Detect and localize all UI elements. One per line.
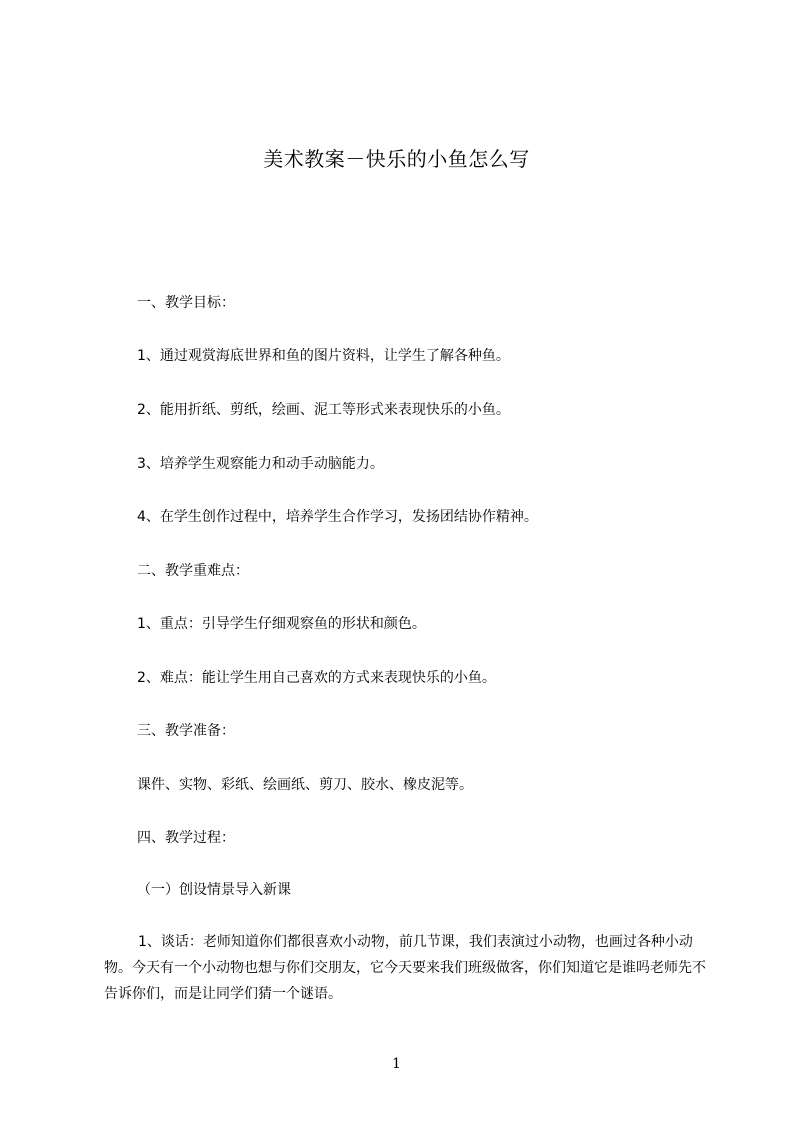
goal-item-1: 1、通过观赏海底世界和鱼的图片资料，让学生了解各种鱼。 [137, 348, 510, 364]
key-point-1: 1、重点：引导学生仔细观察鱼的形状和颜色。 [137, 616, 426, 632]
goal-item-3: 3、培养学生观察能力和动手动脑能力。 [137, 456, 384, 472]
process-paragraph: 1、谈话：老师知道你们都很喜欢小动物，前几节课，我们表演过小动物，也画过各种小动物。今天有一个小动物也想与你们交朋友，它今天要来我们班级做客，你们知道它是谁吗老师先不告诉你们，而是让同学们猜一个谜语。 [104, 934, 706, 1002]
goal-item-4: 4、在学生创作过程中，培养学生合作学习，发扬团结协作精神。 [137, 509, 538, 525]
key-point-2: 2、难点：能让学生用自己喜欢的方式来表现快乐的小鱼。 [137, 670, 496, 686]
process-step-1-heading: （一）创设情景导入新课 [137, 882, 291, 898]
heading-process: 四、教学过程： [137, 830, 235, 846]
heading-key-points: 二、教学重难点： [137, 563, 249, 579]
heading-teaching-goals: 一、教学目标： [137, 295, 235, 311]
preparation-items: 课件、实物、彩纸、绘画纸、剪刀、胶水、橡皮泥等。 [137, 777, 473, 793]
page-number: 1 [392, 1056, 401, 1072]
document-title: 美术教案－快乐的小鱼怎么写 [263, 147, 530, 171]
goal-item-2: 2、能用折纸、剪纸，绘画、泥工等形式来表现快乐的小鱼。 [137, 402, 510, 418]
heading-preparation: 三、教学准备： [137, 723, 235, 739]
